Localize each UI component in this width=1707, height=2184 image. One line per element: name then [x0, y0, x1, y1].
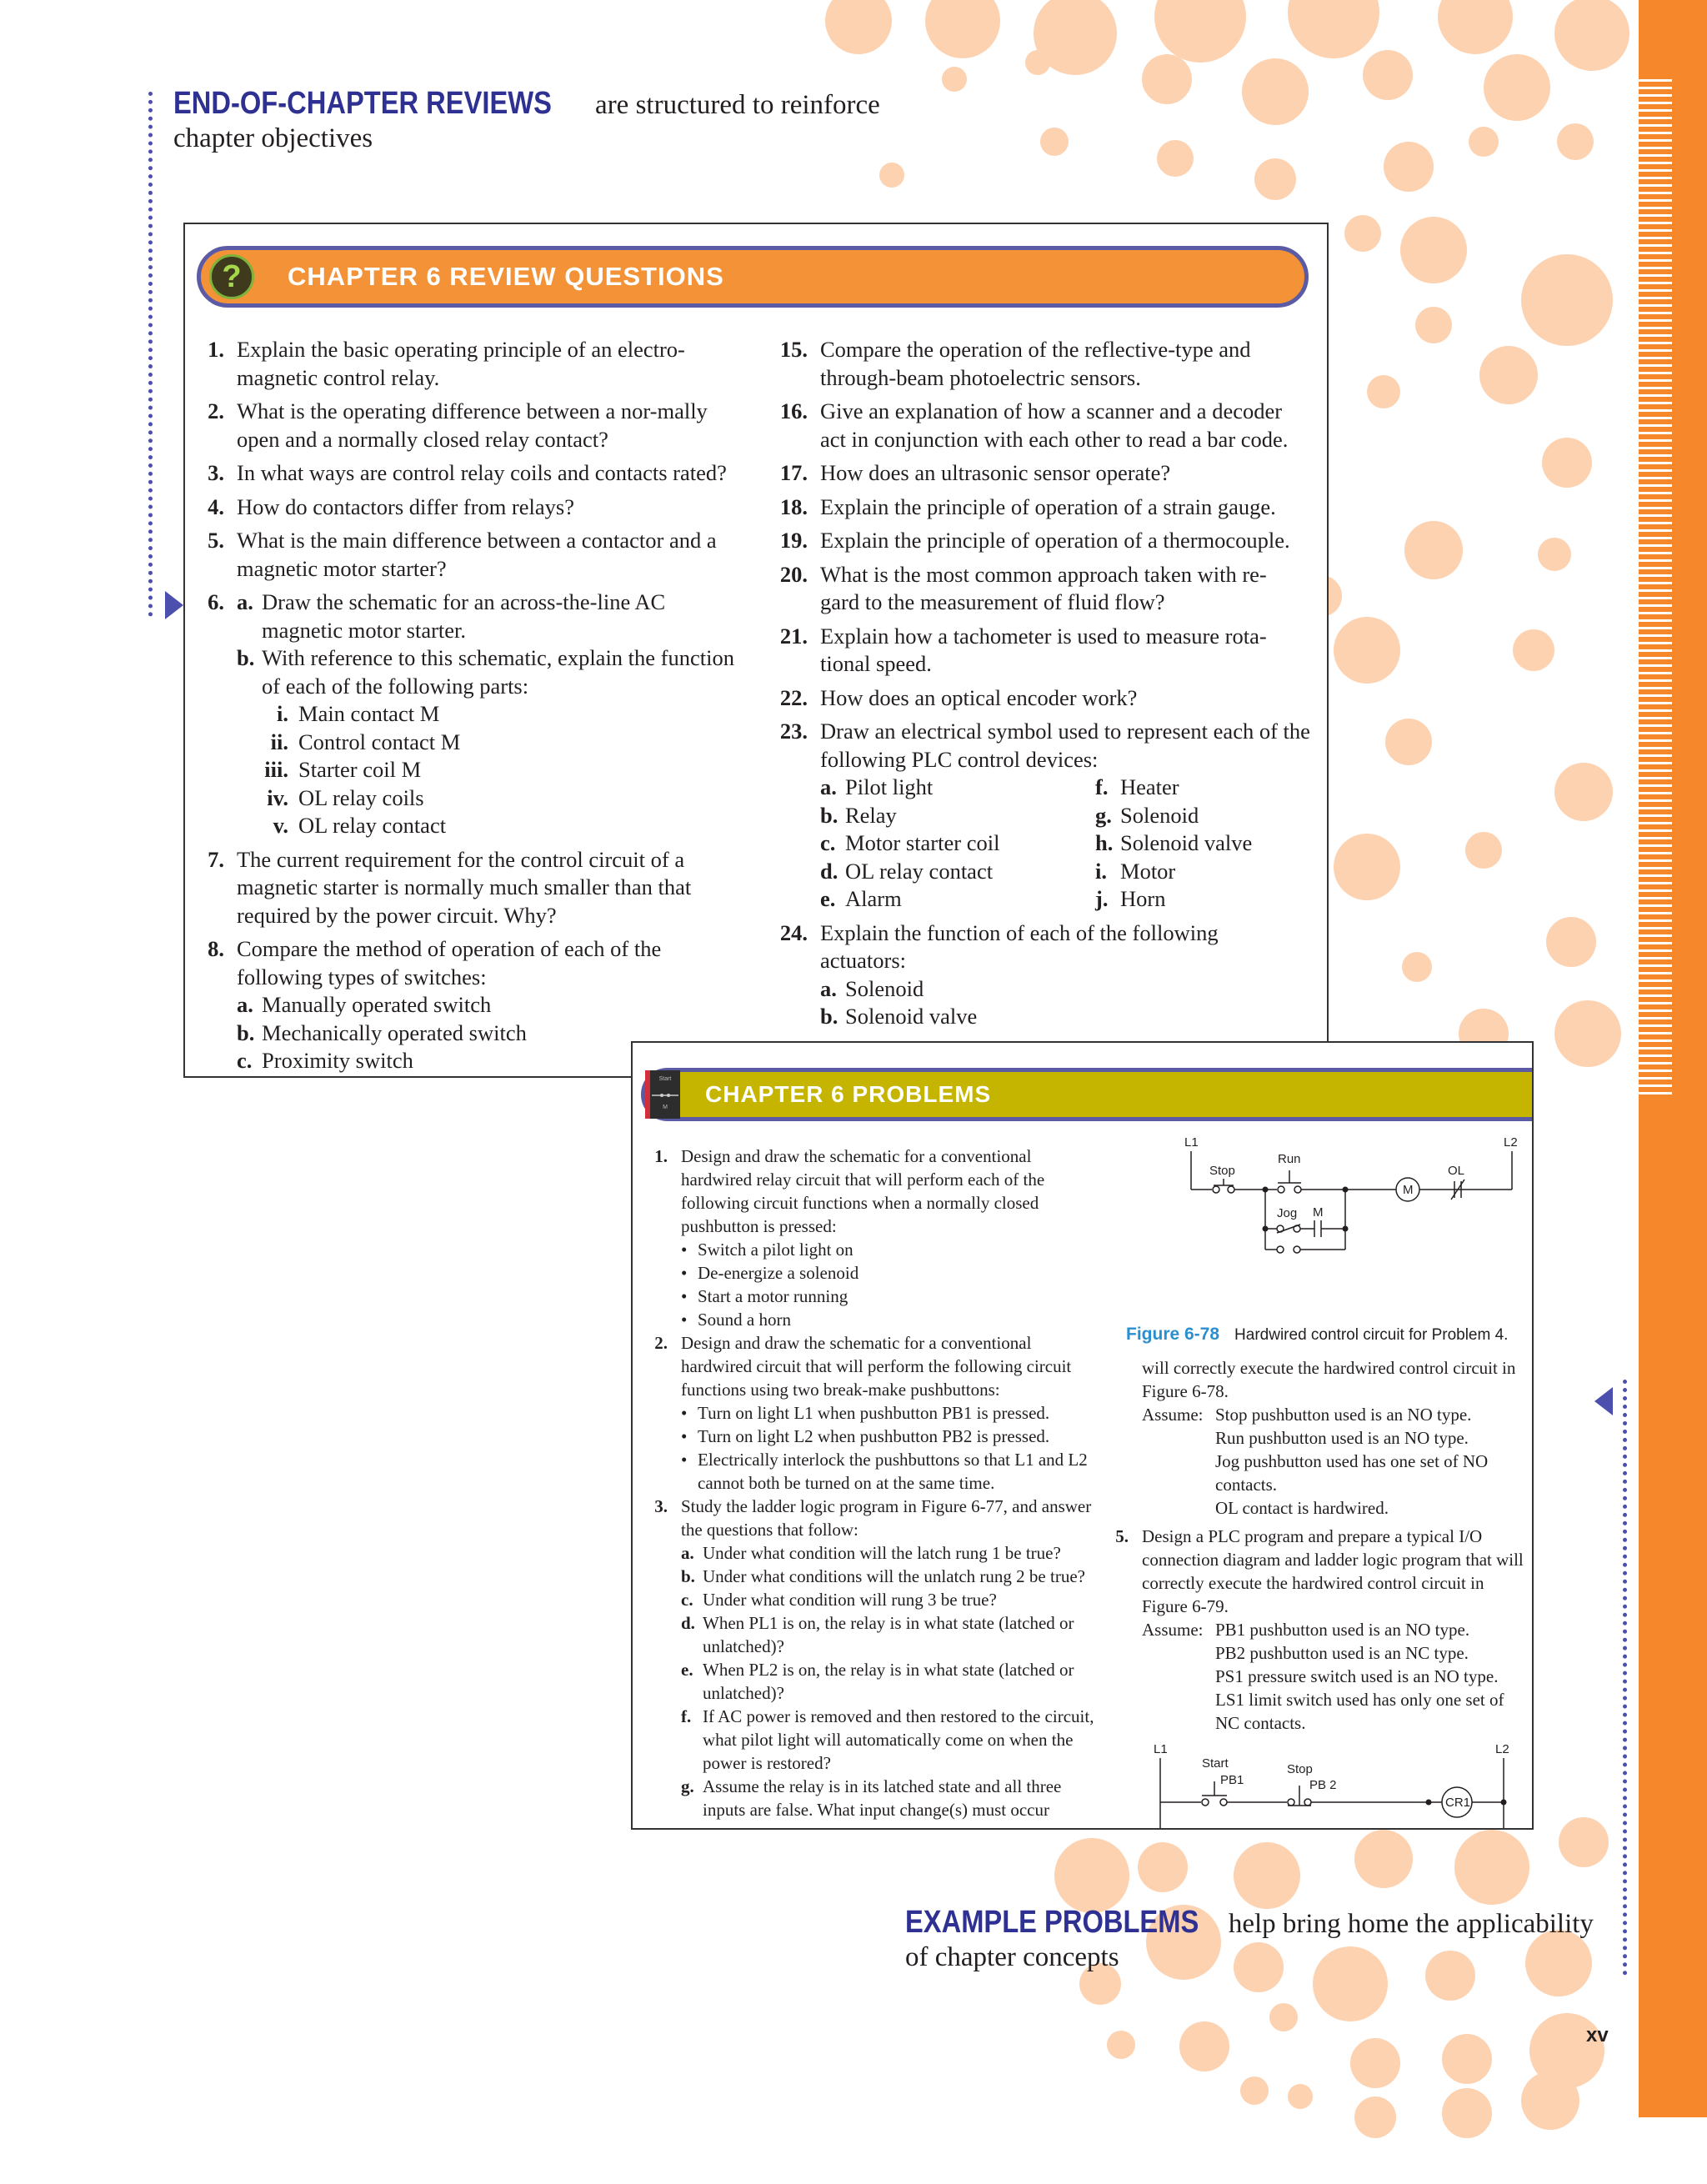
callout-highlight: END-OF-CHAPTER REVIEWS	[173, 86, 552, 121]
bullet-dot: •	[681, 1403, 688, 1423]
edge-ticks	[1639, 79, 1672, 1096]
sub-item	[681, 1565, 1097, 1588]
review-title: CHAPTER 6 REVIEW QUESTIONS	[288, 262, 724, 291]
review-question-text: Compare the operation of the reflective-type and through-beam photoelectric sensors.	[820, 337, 1251, 390]
bullet-item	[681, 1308, 1097, 1331]
sub-label: a.	[237, 992, 253, 1017]
decorative-dot	[1415, 307, 1452, 343]
bullet-dot: •	[681, 1263, 688, 1283]
decorative-dot	[1350, 2038, 1400, 2088]
decorative-dot	[1469, 127, 1499, 157]
svg-text:Jog: Jog	[1277, 1206, 1298, 1220]
problems-banner	[641, 1068, 1534, 1121]
review-question	[768, 623, 1302, 679]
sub-label: b.	[681, 1566, 695, 1586]
sub-label: e.	[681, 1660, 693, 1680]
part-item	[237, 756, 743, 784]
sub-text: OL relay contact	[845, 858, 994, 884]
decorative-dot	[1040, 128, 1069, 156]
part-text: Starter coil M	[298, 757, 422, 782]
svg-text:CR1: CR1	[1445, 1796, 1471, 1810]
bullet-text: Turn on light L2 when pushbutton PB2 is pressed.	[698, 1426, 1050, 1446]
sub-item	[1095, 829, 1312, 858]
review-question	[768, 459, 1302, 488]
part-text: Control contact M	[298, 729, 461, 754]
decorative-dot	[1538, 538, 1571, 571]
sub-text: Mechanically operated switch	[262, 1019, 527, 1045]
sub-item	[820, 1003, 1302, 1031]
review-question-text: Explain the principle of operation of a thermocouple.	[820, 528, 1290, 553]
problem-1: 1. Design and draw the schematic for a conventional hardwired relay circuit that will perform each of the following circuit functions when a normally closed pushbutton is pressed: • Switch a pilot light on • De-energize a solenoid • Start a motor running • Sound a horn	[634, 1145, 1097, 1331]
sub-text: Alarm	[845, 886, 902, 911]
footer-callout	[905, 1906, 1594, 1974]
decorative-dot	[1442, 2034, 1492, 2084]
bullet-item	[681, 1401, 1097, 1425]
review-right-column	[768, 336, 1310, 1037]
review-question	[185, 398, 743, 453]
sub-item	[1095, 858, 1312, 886]
decorative-dot	[1334, 617, 1400, 684]
sub-item	[1095, 802, 1312, 830]
review-question-text: Explain the principle of operation of a strain gauge.	[820, 493, 1276, 519]
decorative-dot	[1404, 521, 1463, 579]
svg-text:Run: Run	[1278, 1152, 1301, 1166]
sub-text: Heater	[1120, 774, 1179, 799]
decorative-dot	[879, 163, 904, 188]
decorative-dot	[1288, 0, 1379, 58]
review-question	[768, 561, 1302, 617]
review-question-23: 23. Draw an electrical symbol used to represent each of the following PLC control devices: a. Pilot light f. Heater b. Relay g. Solenoid c. Motor starter coil h. Solenoid valve d. OL relay contact i. Motor e. Alarm j. Horn	[768, 718, 1302, 914]
problem-2: 2. Design and draw the schematic for a conventional hardwired circuit that will perform the following circuit functions using two break-make pushbuttons: • Turn on light L1 when pushbutton PB1 is pressed. • Turn on light L2 when pushbutton PB2 is pressed. • Electrically interlock the pushbuttons so that L1 and L2 cannot both be turned on at the same time.	[634, 1331, 1097, 1495]
review-question-number: 3.	[208, 460, 224, 485]
sub-label: e.	[820, 886, 836, 911]
figure-6-79-diagram	[1154, 1740, 1529, 1830]
review-question-text: In what ways are control relay coils and contacts rated?	[237, 460, 727, 485]
bullet-dot: •	[681, 1286, 688, 1306]
review-question	[768, 336, 1302, 392]
part-item	[237, 729, 743, 757]
review-question-6: 6. a. Draw the schematic for an across-the-line AC magnetic motor starter. b. With reference to this schematic, explain the function of each of the following parts: i. Main contact M ii. Control contact M iii. Starter coil M iv. OL relay coils v. OL relay contact	[185, 589, 743, 840]
review-left-column	[185, 336, 743, 1081]
review-question-number: 1.	[208, 337, 224, 362]
svg-text:L1: L1	[1154, 1742, 1168, 1756]
svg-text:M: M	[1313, 1205, 1324, 1220]
decorative-dot	[825, 0, 892, 54]
bullet-text: Start a motor running	[698, 1286, 848, 1306]
problems-right-column	[1095, 1356, 1529, 1735]
decorative-dot	[1234, 1842, 1300, 1909]
question-mark-icon: ?	[209, 254, 254, 299]
svg-text:M: M	[663, 1105, 668, 1110]
decorative-dot	[1454, 1830, 1529, 1905]
assumption: Jog pushbutton used has one set of NO contacts.	[1215, 1451, 1489, 1495]
callout-line2: chapter objectives	[173, 123, 373, 153]
callout-highlight: EXAMPLE PROBLEMS	[905, 1905, 1199, 1940]
part-label: v.	[273, 813, 288, 838]
problem-5: 5. Design a PLC program and prepare a typical I/O connection diagram and ladder logic program that will correctly execute the hardwired control circuit in Figure 6-79. Assume: PB1 pushbutton used is an NO type. PB2 pushbutton used is an NC type. PS1 pressure switch used is an NO type. LS1 limit switch used has only one set of NC contacts.	[1095, 1525, 1529, 1735]
decorative-dot	[1546, 917, 1596, 967]
sub-text: If AC power is removed and then restored to the circuit, what pilot light will automatically come on when the power is restored?	[703, 1706, 1094, 1773]
sub-label: i.	[1095, 858, 1107, 884]
bullet-text: Electrically interlock the pushbuttons so that L1 and L2 cannot both be turned on at the same time.	[698, 1450, 1088, 1493]
sub-label: a.	[820, 774, 837, 799]
sub-label: g.	[681, 1776, 694, 1796]
sub-item	[681, 1775, 1097, 1821]
left-pointer-arrow	[165, 591, 183, 619]
decorative-dot	[1254, 158, 1296, 200]
review-question-7: 7. The current requirement for the control circuit of a magnetic starter is normally much smaller than that required by the power circuit. Why?	[208, 846, 692, 928]
part-label: iii.	[264, 757, 288, 782]
decorative-dot	[1521, 2071, 1579, 2130]
sub-item	[1095, 774, 1312, 802]
sub-item	[1095, 885, 1312, 914]
sub-label: b.	[237, 1019, 255, 1045]
svg-text:OL: OL	[1448, 1164, 1465, 1178]
problem-3: 3. Study the ladder logic program in Figure 6-77, and answer the questions that follow: a. Under what condition will the latch rung 1 be true? b. Under what conditions will the unlatch rung 2 be true? c. Under what condition will rung 3 be true? d. When PL1 is on, the relay is in what state (latched or unlatched)? e. When PL2 is on, the relay is in what state (latched or unlatched)? f. If AC power is removed and then restored to the circuit, what pilot light will automatically come on when the power is restored? g. Assume the relay is in its latched state and all three inputs are false. What input change(s) must occur	[634, 1495, 1097, 1821]
bullet-text: Switch a pilot light on	[698, 1240, 854, 1260]
review-question-number: 17.	[779, 460, 808, 485]
decorative-dot	[1054, 1838, 1129, 1913]
sub-text: Under what condition will the latch rung 1 be true?	[703, 1543, 1061, 1563]
problem-4-continued: will correctly execute the hardwired control circuit in Figure 6-78. Assume: Stop pushbutton used is an NO type. Run pushbutton used is an NO type. Jog pushbutton used has one set of NO contacts. OL contact is hardwired.	[1142, 1356, 1529, 1520]
sub-item	[820, 885, 1095, 914]
sub-label: h.	[1095, 830, 1114, 855]
part-text: OL relay coils	[298, 784, 424, 810]
sub-text: Motor	[1120, 858, 1176, 884]
left-dotted-guide	[148, 92, 153, 617]
sub-item	[237, 991, 743, 1019]
decorative-dot	[1542, 438, 1592, 488]
decorative-dot	[1107, 2031, 1135, 2059]
bullet-dot: •	[681, 1310, 688, 1330]
review-question-text: What is the operating difference between a nor-mally open and a normally closed relay contact?	[237, 398, 708, 452]
review-question	[185, 527, 743, 583]
right-pointer-arrow	[1594, 1387, 1613, 1415]
sub-label: b.	[820, 802, 838, 828]
review-question-text: What is the most common approach taken with re-gard to the measurement of fluid flow?	[820, 561, 1267, 614]
bullet-text: Sound a horn	[698, 1310, 791, 1330]
bullet-item	[681, 1285, 1097, 1308]
decorative-dot	[1559, 1817, 1609, 1867]
sub-label: j.	[1095, 886, 1109, 911]
review-question-8: 8. Compare the method of operation of each of the following types of switches: a. Manually operated switch b. Mechanically operated switch c. Proximity switch	[185, 935, 743, 1075]
svg-text:L2: L2	[1504, 1135, 1518, 1150]
sub-item	[820, 975, 1302, 1004]
decorative-dot	[1367, 375, 1400, 408]
decorative-dot	[1554, 1000, 1621, 1067]
decorative-dot	[925, 0, 1000, 58]
review-question	[185, 459, 743, 488]
review-question-number: 18.	[779, 493, 808, 519]
sub-label: d.	[820, 858, 838, 884]
problems-box	[631, 1041, 1534, 1830]
decorative-dot	[1484, 54, 1550, 121]
sub-label: a.	[820, 975, 837, 1001]
svg-text:Stop: Stop	[1209, 1164, 1235, 1178]
decorative-dot	[1465, 832, 1502, 869]
sub-label: b.	[820, 1004, 838, 1029]
sub-item	[820, 829, 1095, 858]
decorative-dot	[1513, 629, 1554, 671]
callout-line2: of chapter concepts	[905, 1942, 1119, 1972]
review-question-number: 5.	[208, 528, 224, 553]
bullet-item	[681, 1261, 1097, 1285]
sub-item	[820, 802, 1095, 830]
review-question-text: Explain the basic operating principle of an electro-magnetic control relay.	[237, 337, 685, 390]
decorative-dot	[1025, 50, 1050, 75]
sub-label: f.	[1095, 774, 1109, 799]
sub-item	[681, 1611, 1097, 1658]
sub-label: a.	[681, 1543, 694, 1563]
bullet-text: Turn on light L1 when pushbutton PB1 is pressed.	[698, 1403, 1050, 1423]
review-question-number: 21.	[779, 623, 808, 649]
review-question-number: 16.	[779, 398, 808, 423]
sub-text: Horn	[1120, 886, 1166, 911]
sub-item	[681, 1541, 1097, 1565]
sub-text: Proximity switch	[262, 1048, 413, 1073]
review-question	[185, 493, 743, 522]
assumption: Run pushbutton used is an NO type.	[1215, 1428, 1469, 1448]
svg-text:PB1: PB1	[1220, 1773, 1244, 1787]
decorative-dot	[1154, 0, 1246, 63]
review-question-number: 15.	[779, 337, 808, 362]
decorative-dot	[1179, 2021, 1229, 2071]
decorative-dot	[1334, 834, 1400, 900]
part-item	[237, 784, 743, 813]
svg-text:PB 2: PB 2	[1309, 1778, 1337, 1792]
bullet-dot: •	[681, 1450, 688, 1470]
part-label: iv.	[267, 784, 288, 810]
decorative-dot	[1142, 54, 1192, 104]
callout-text: are structured to reinforce	[588, 90, 880, 120]
sub-item	[681, 1658, 1097, 1705]
svg-text:M: M	[1403, 1183, 1414, 1197]
review-question	[768, 493, 1302, 522]
decorative-dot	[1363, 50, 1413, 100]
sub-text: Pilot light	[845, 774, 934, 799]
sub-label: c.	[237, 1048, 253, 1073]
review-question-number: 2.	[208, 398, 224, 423]
decorative-dot	[1479, 346, 1538, 404]
decorative-dot	[1384, 142, 1434, 192]
decorative-dot	[1438, 0, 1513, 54]
sub-text: Motor starter coil	[845, 830, 1000, 855]
decorative-dot	[1242, 58, 1309, 125]
bullet-item	[681, 1448, 1097, 1495]
decorative-dot	[1240, 2076, 1269, 2105]
bullet-item	[681, 1238, 1097, 1261]
sub-text: Solenoid valve	[1120, 830, 1253, 855]
sub-text: Relay	[845, 802, 897, 828]
decorative-dot	[1521, 254, 1613, 346]
assumption: PS1 pressure switch used is an NO type.	[1215, 1666, 1499, 1686]
sub-label: f.	[681, 1706, 692, 1726]
review-question-number: 20.	[779, 561, 808, 587]
review-question-text: What is the main difference between a contactor and a magnetic motor starter?	[237, 528, 717, 581]
svg-text:Start: Start	[1202, 1756, 1229, 1771]
review-question-text: How do contactors differ from relays?	[237, 493, 574, 519]
review-question-text: How does an optical encoder work?	[820, 684, 1138, 710]
sub-text: Manually operated switch	[262, 992, 492, 1017]
sub-label: d.	[681, 1613, 695, 1633]
part-text: OL relay contact	[298, 813, 447, 838]
part-text: Main contact M	[298, 701, 440, 726]
review-question	[185, 336, 743, 392]
assumption: PB1 pushbutton used is an NO type.	[1215, 1620, 1470, 1640]
review-question-24: 24. Explain the function of each of the following actuators: a. Solenoid b. Solenoid valve	[768, 919, 1302, 1031]
part-item	[237, 700, 743, 729]
sub-text: Solenoid valve	[845, 1004, 978, 1029]
figure-caption: Figure 6-78 Hardwired control circuit for Problem 4.	[1126, 1325, 1509, 1344]
right-dotted-guide	[1623, 1380, 1627, 1976]
review-question-number: 19.	[779, 528, 808, 553]
bullet-item	[681, 1425, 1097, 1448]
assumption: OL contact is hardwired.	[1215, 1498, 1389, 1518]
page-number: xv	[1586, 2024, 1609, 2046]
svg-text:L1: L1	[1184, 1135, 1199, 1150]
sub-item	[681, 1588, 1097, 1611]
review-question	[768, 527, 1302, 555]
sub-label: c.	[681, 1590, 693, 1610]
decorative-dot	[1442, 2088, 1492, 2138]
assumption: PB2 pushbutton used is an NC type.	[1215, 1643, 1469, 1663]
review-question	[768, 684, 1302, 713]
decorative-dot	[1157, 140, 1194, 177]
sub-label: g.	[1095, 802, 1112, 828]
problems-left-column	[634, 1145, 1097, 1821]
problems-title: CHAPTER 6 PROBLEMS	[705, 1081, 992, 1107]
bullet-text: De-energize a solenoid	[698, 1263, 859, 1283]
decorative-dot	[1554, 0, 1629, 71]
decorative-dot	[1557, 123, 1594, 160]
decorative-dot	[1400, 217, 1467, 283]
svg-text:Stop: Stop	[1287, 1762, 1313, 1776]
review-question	[768, 398, 1302, 453]
part-label: ii.	[270, 729, 288, 754]
sub-text: Under what conditions will the unlatch rung 2 be true?	[703, 1566, 1085, 1586]
decorative-dot	[1354, 1830, 1413, 1888]
decorative-dot	[1344, 215, 1381, 252]
sub-item	[681, 1705, 1097, 1775]
decorative-dot	[1354, 2096, 1396, 2138]
review-question-number: 4.	[208, 493, 224, 519]
figure-6-78-diagram	[1183, 1133, 1533, 1258]
header-callout	[173, 87, 880, 155]
part-label: i.	[277, 701, 288, 726]
decorative-dot	[1288, 2084, 1313, 2109]
review-questions-box	[183, 223, 1329, 1078]
review-banner	[197, 246, 1309, 308]
decorative-dot	[1385, 719, 1432, 765]
sub-item	[820, 858, 1095, 886]
svg-text:L2: L2	[1495, 1742, 1509, 1756]
decorative-dot	[1138, 1842, 1188, 1892]
sub-text: When PL2 is on, the relay is in what state (latched or unlatched)?	[703, 1660, 1074, 1703]
sub-text: Solenoid	[1120, 802, 1199, 828]
review-question-text: How does an ultrasonic sensor operate?	[820, 460, 1171, 485]
sub-text: When PL1 is on, the relay is in what state (latched or unlatched)?	[703, 1613, 1074, 1656]
assumption: Stop pushbutton used is an NO type.	[1215, 1405, 1472, 1425]
decorative-dot	[1554, 763, 1613, 821]
decorative-dot	[942, 67, 967, 92]
review-question-number: 22.	[779, 684, 808, 710]
decorative-dot	[1269, 2003, 1298, 2031]
ladder-start-icon	[645, 1070, 680, 1119]
sub-text: Solenoid	[845, 975, 924, 1001]
bullet-dot: •	[681, 1240, 688, 1260]
svg-text:Start: Start	[658, 1076, 672, 1082]
sub-text: Under what condition will rung 3 be true?	[703, 1590, 997, 1610]
part-item	[237, 812, 743, 840]
bullet-dot: •	[681, 1426, 688, 1446]
sub-label: c.	[820, 830, 836, 855]
assumption: LS1 limit switch used has only one set of NC contacts.	[1215, 1690, 1504, 1733]
review-question-text: Give an explanation of how a scanner and a decoder act in conjunction with each other to read a bar code.	[820, 398, 1289, 452]
review-question-text: Explain how a tachometer is used to measure rota-tional speed.	[820, 623, 1267, 676]
decorative-dot	[1402, 952, 1432, 982]
sub-text: Assume the relay is in its latched state and all three inputs are false. What input change(s) must occur	[703, 1776, 1062, 1820]
sub-item	[820, 774, 1095, 802]
callout-text: help bring home the applicability	[1221, 1909, 1594, 1939]
